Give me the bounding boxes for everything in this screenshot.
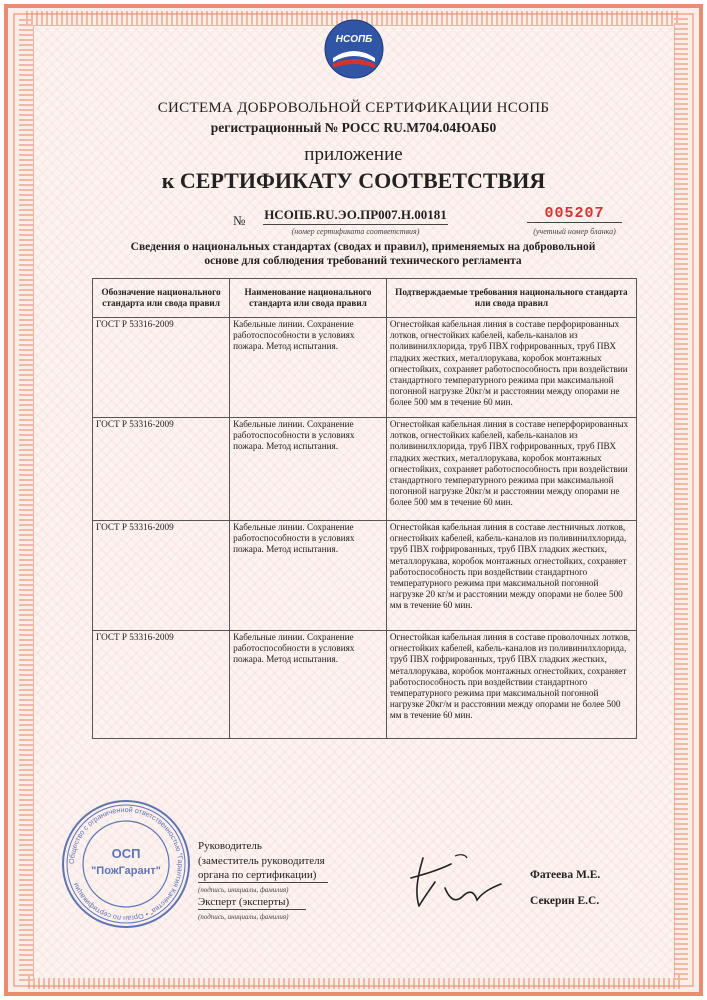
standard-requirement: Огнестойкая кабельная линия в составе проволочных лотков, огнестойких кабелей, кабель-каналов из поливинилхлорида, труб ПВХ гофрированных, труб ПВХ гладких жестких, металлорукава, коробок монтажных огнестойких, сохраняет работоспособность при воздействии стандартного температурного режима при максимальной погонной нагрузке 20кг/м и расстоянии между опорами не более 500 мм в течение 60 мин. xyxy=(386,631,636,739)
certificate-number-caption: (номер сертификата соответствия) xyxy=(291,227,420,236)
appendix-label: приложение xyxy=(304,144,403,165)
handwritten-signature xyxy=(405,848,515,912)
certificate-title: к СЕРТИФИКАТУ СООТВЕТСТВИЯ xyxy=(161,168,546,193)
registration-number: регистрационный № РОСС RU.М704.04ЮАБ0 xyxy=(210,120,497,135)
expert-caption: (подпись, инициалы, фамилия) xyxy=(198,913,289,921)
table-row xyxy=(93,418,637,521)
standard-code: ГОСТ Р 53316-2009 xyxy=(93,521,230,631)
column-header-code: Обозначение национального стандарта или свода правил xyxy=(93,279,230,318)
table-row xyxy=(93,631,637,739)
svg-text:Общество с ограниченной ответс xyxy=(67,805,185,923)
standard-code: ГОСТ Р 53316-2009 xyxy=(93,418,230,521)
logo-emblem-icon xyxy=(323,18,385,80)
standard-code: ГОСТ Р 53316-2009 xyxy=(93,631,230,739)
head-line2: (заместитель руководителя xyxy=(198,855,325,867)
column-header-name: Наименование национального стандарта или свода правил xyxy=(230,279,387,318)
head-line1: Руководитель xyxy=(198,840,262,852)
number-sign: № xyxy=(233,213,246,228)
stamp-ring-text: Общество с ограниченной ответственностью "Гарантия Качества" • Орган по сертификации xyxy=(66,804,186,924)
standard-requirement: Огнестойкая кабельная линия в составе перфорированных лотков, огнестойких кабелей, кабель-каналов из поливинилхлорида, труб ПВХ гофрированных, труб ПВХ гладких жестких, металлорукава, коробок монтажных огнестойких, сохраняет работоспособность при воздействии стандартного температурного режима при максимальной погонной нагрузке 20кг/м и расстоянии между опорами не более 500 мм в течение 60 мин. xyxy=(386,318,636,418)
organization-stamp xyxy=(60,798,192,930)
standards-table xyxy=(92,278,637,739)
table-header-row xyxy=(93,279,637,318)
blank-number-caption: (учетный номер бланка) xyxy=(533,227,616,236)
standard-name: Кабельные линии. Сохранение работоспособности в условиях пожара. Метод испытания. xyxy=(230,521,387,631)
stamp-center-top: ОСП xyxy=(111,846,141,861)
stamp-center-name: "ПожГарант" xyxy=(91,865,161,877)
standard-name: Кабельные линии. Сохранение работоспособности в условиях пожара. Метод испытания. xyxy=(230,631,387,739)
standard-requirement: Огнестойкая кабельная линия в составе неперфорированных лотков, огнестойких кабелей, кабель-каналов из поливинилхлорида, труб ПВХ гофрированных, труб ПВХ гладких жестких, металлорукава, коробок монтажных огнестойких, сохраняет работоспособность при воздействии стандартного температурного режима при максимальной погонной нагрузке 20кг/м и расстоянии между опорами не более 500 мм в течение 60 мин. xyxy=(386,418,636,521)
system-title: СИСТЕМА ДОБРОВОЛЬНОЙ СЕРТИФИКАЦИИ НСОПБ xyxy=(157,100,550,116)
head-line3: органа по сертификации) xyxy=(198,869,328,883)
table-row xyxy=(93,521,637,631)
expert-name: Секерин Е.С. xyxy=(530,895,600,907)
standard-name: Кабельные линии. Сохранение работоспособности в условиях пожара. Метод испытания. xyxy=(230,318,387,418)
expert-line: Эксперт (эксперты) xyxy=(198,896,306,910)
head-name: Фатеева М.Е. xyxy=(530,869,601,881)
column-header-requirement: Подтверждаемые требования национального стандарта или свода правил xyxy=(386,279,636,318)
standard-name: Кабельные линии. Сохранение работоспособности в условиях пожара. Метод испытания. xyxy=(230,418,387,521)
table-row xyxy=(93,318,637,418)
standard-code: ГОСТ Р 53316-2009 xyxy=(93,318,230,418)
nsopb-logo xyxy=(323,18,385,80)
logo-text: НСОПБ xyxy=(335,34,373,45)
head-caption: (подпись, инициалы, фамилия) xyxy=(198,886,289,894)
blank-number: 005207 xyxy=(527,205,622,223)
certificate-number: НСОПБ.RU.ЭО.ПР007.Н.00181 xyxy=(263,207,448,225)
standard-requirement: Огнестойкая кабельная линия в составе лестничных лотков, огнестойких кабелей, кабель-каналов из поливинилхлорида, труб ПВХ гофрированных, труб ПВХ гладких жестких, металлорукава, коробок монтажных огнестойких, сохраняет работоспособность при воздействии стандартного температурного режима при максимальной погонной нагрузке 20 кг/м и расстоянии между опорами не более 500 мм в течение 60 мин. xyxy=(386,521,636,631)
info-heading: Сведения о национальных стандартах (сводах и правил), применяемых на добровольной основе для соблюдения требований технического регламента xyxy=(130,241,596,267)
